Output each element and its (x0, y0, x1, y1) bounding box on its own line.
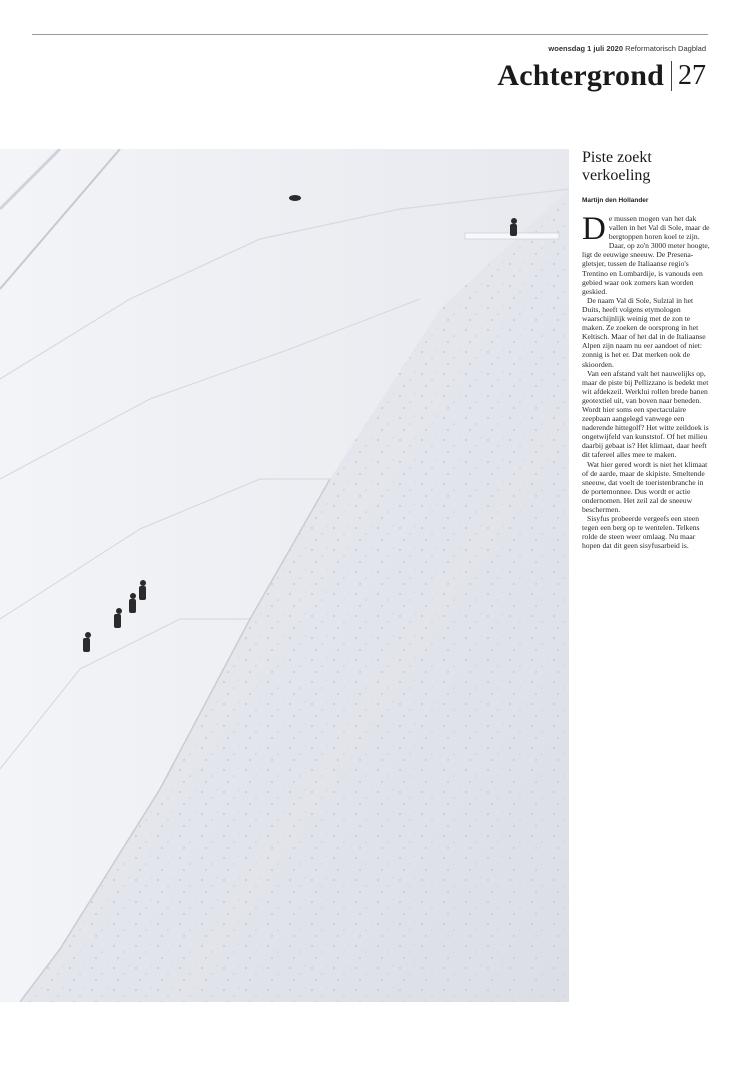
section-header (497, 58, 706, 94)
article (582, 149, 710, 550)
headline-line-1: Piste zoekt (582, 149, 652, 166)
paragraph-1 (582, 211, 710, 296)
headline-line-2: verkoeling (582, 167, 651, 184)
article-headline (582, 149, 710, 185)
byline: Martijn den Hollander (582, 197, 649, 204)
newspaper-name: Reformatorisch Dagblad (625, 44, 706, 53)
paragraph-3: Van een afstand valt het nauwelijks op, maar de piste bij Pellizzano is bedekt met wit afdekzeil. Werklui rollen brede banen geotextiel uit, van boven naar beneden. Wordt hier soms een spectaculaire zeepbaan aangelegd vanwege een naderende hittegolf? Het witte zeildoek is ongetwijfeld van kunststof. Of het milieu daarbij gebaat is? Het klimaat, daar heeft dit tafereel alles mee te maken. (582, 368, 709, 460)
header-rule (32, 34, 708, 35)
page-number: 27 (678, 60, 706, 91)
article-body (582, 211, 710, 551)
issue-date: woensdag 1 juli 2020 (548, 44, 624, 53)
paragraph-1-text: e mussen mogen van het dak vallen in het Val di Sole, maar de bergtoppen horen koel te zijn. Daar, op zo'n 3000 meter hoogte, ligt de eeuwige sneeuw. De Presena-gletsjer, tussen de Italiaanse regio's Trentino en Lombardije, is vanouds een gebied waar ook zomers kan worden geskied. (582, 214, 710, 296)
glacier-photo (0, 149, 569, 1002)
paragraph-5: Sisyfus probeerde vergeefs een steen tegen een berg op te wentelen. Telkens rolde de steen weer omlaag. Nu maar hopen dat dit geen sisyfusarbeid is. (582, 514, 700, 551)
section-title: Achtergrond (497, 59, 664, 92)
paragraph-2: De naam Val di Sole, Sulztal in het Duits, heeft volgens etymologen waarschijnlijk weinig met de zon te maken. Ze zoeken de oorsprong in het Keltisch. Maar of het dal in de Italiaanse Alpen zijn naam nu eer aandoet of niet: zonnig is het er. Dat merken ook de skioorden. (582, 295, 706, 369)
drop-cap: D (582, 211, 606, 247)
section-divider (671, 61, 672, 91)
dateline (548, 44, 706, 53)
paragraph-4: Wat hier gered wordt is niet het klimaat of de aarde, maar de skipiste. Smeltende sneeuw, dat voelt de toeristenbranche in de portemonnee. Dus wordt er actie ondernomen. Het zeil zal de sneeuw beschermen. (582, 459, 708, 514)
